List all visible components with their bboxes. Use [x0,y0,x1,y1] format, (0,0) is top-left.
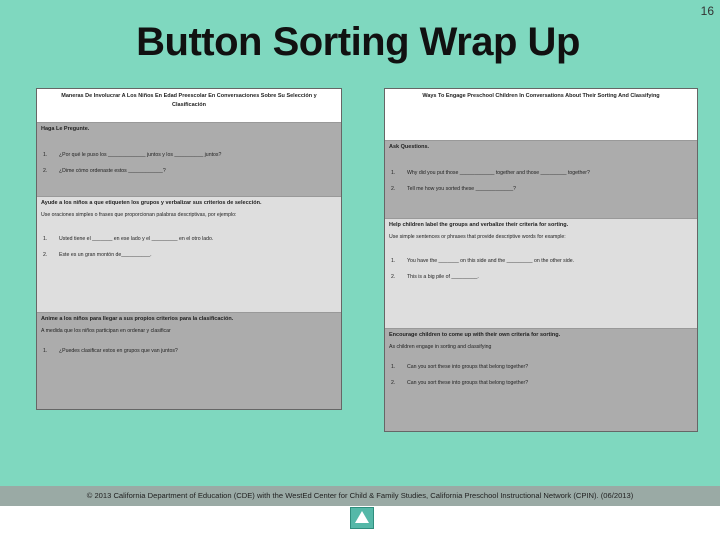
section-intro: As children engage in sorting and classifying [389,344,492,350]
list-item: 2. Este es un gran montón de__________. [43,252,152,258]
handout-heading: Ways To Engage Preschool Children In Conversations About Their Sorting And Classifying [422,93,660,99]
list-item: 1. ¿Por qué le puso los _____________ juntos y los __________ juntos? [43,152,222,158]
list-item: 2. ¿Dime cómo ordenaste estos ____________? [43,168,166,174]
section-title: Ask Questions. [389,144,430,150]
handout-section [385,140,697,218]
list-item: 2. Tell me how you sorted these _____________? [391,186,517,192]
handout-section [385,328,697,432]
section-title: Haga Le Pregunte. [41,126,90,132]
slide-number: 16 [700,4,714,18]
handout-section [37,196,341,312]
section-title: Encourage children to come up with their own criteria for sorting. [389,332,561,338]
handout-heading: Maneras De Involucrar A Los Niños En Edad Preescolar En Conversaciones Sobre Su Selección y Clasificación [61,93,317,108]
section-intro: Use oraciones simples o frases que proporcionan palabras descriptivas, por ejemplo: [41,212,237,218]
section-title: Ayude a los niños a que etiqueten los grupos y verbalizar sus criterios de selección. [41,200,262,206]
english-handout [384,88,698,432]
handout-section [37,312,341,410]
triangle-up-icon [354,510,370,524]
slide-title: Button Sorting Wrap Up [136,20,580,64]
list-item: 1. You have the _______ on this side and the _________ on the other side. [391,258,575,264]
list-item: 2. Can you sort these into groups that belong together? [391,380,529,386]
section-intro: Use simple sentences or phrases that provide descriptive words for example: [389,234,566,240]
list-item: 1. Can you sort these into groups that belong together? [391,364,529,370]
list-item: 2. This is a big pile of _________. [391,274,479,280]
section-intro: A medida que los niños participan en ordenar y clasificar [41,328,171,334]
section-title: Anime a los niños para llegar a sus propios criterios para la clasificación. [41,316,234,322]
section-title: Help children label the groups and verbalize their criteria for sorting. [389,222,569,228]
copyright-footer: © 2013 California Department of Education (CDE) with the WestEd Center for Child & Family Studies, California Preschool Instructional Network (CPIN). (06/2013) [86,491,634,500]
navigation-button[interactable] [350,507,374,529]
handout-section [385,218,697,328]
spanish-handout [36,88,342,410]
list-item: 1. Why did you put those ____________ together and those _________ together? [391,170,590,176]
handout-section [37,122,341,196]
list-item: 1. Usted tiene el _______ en ese lado y el _________ en el otro lado. [43,236,214,242]
list-item: 1. ¿Puedes clasificar estos en grupos que van juntos? [43,348,178,354]
